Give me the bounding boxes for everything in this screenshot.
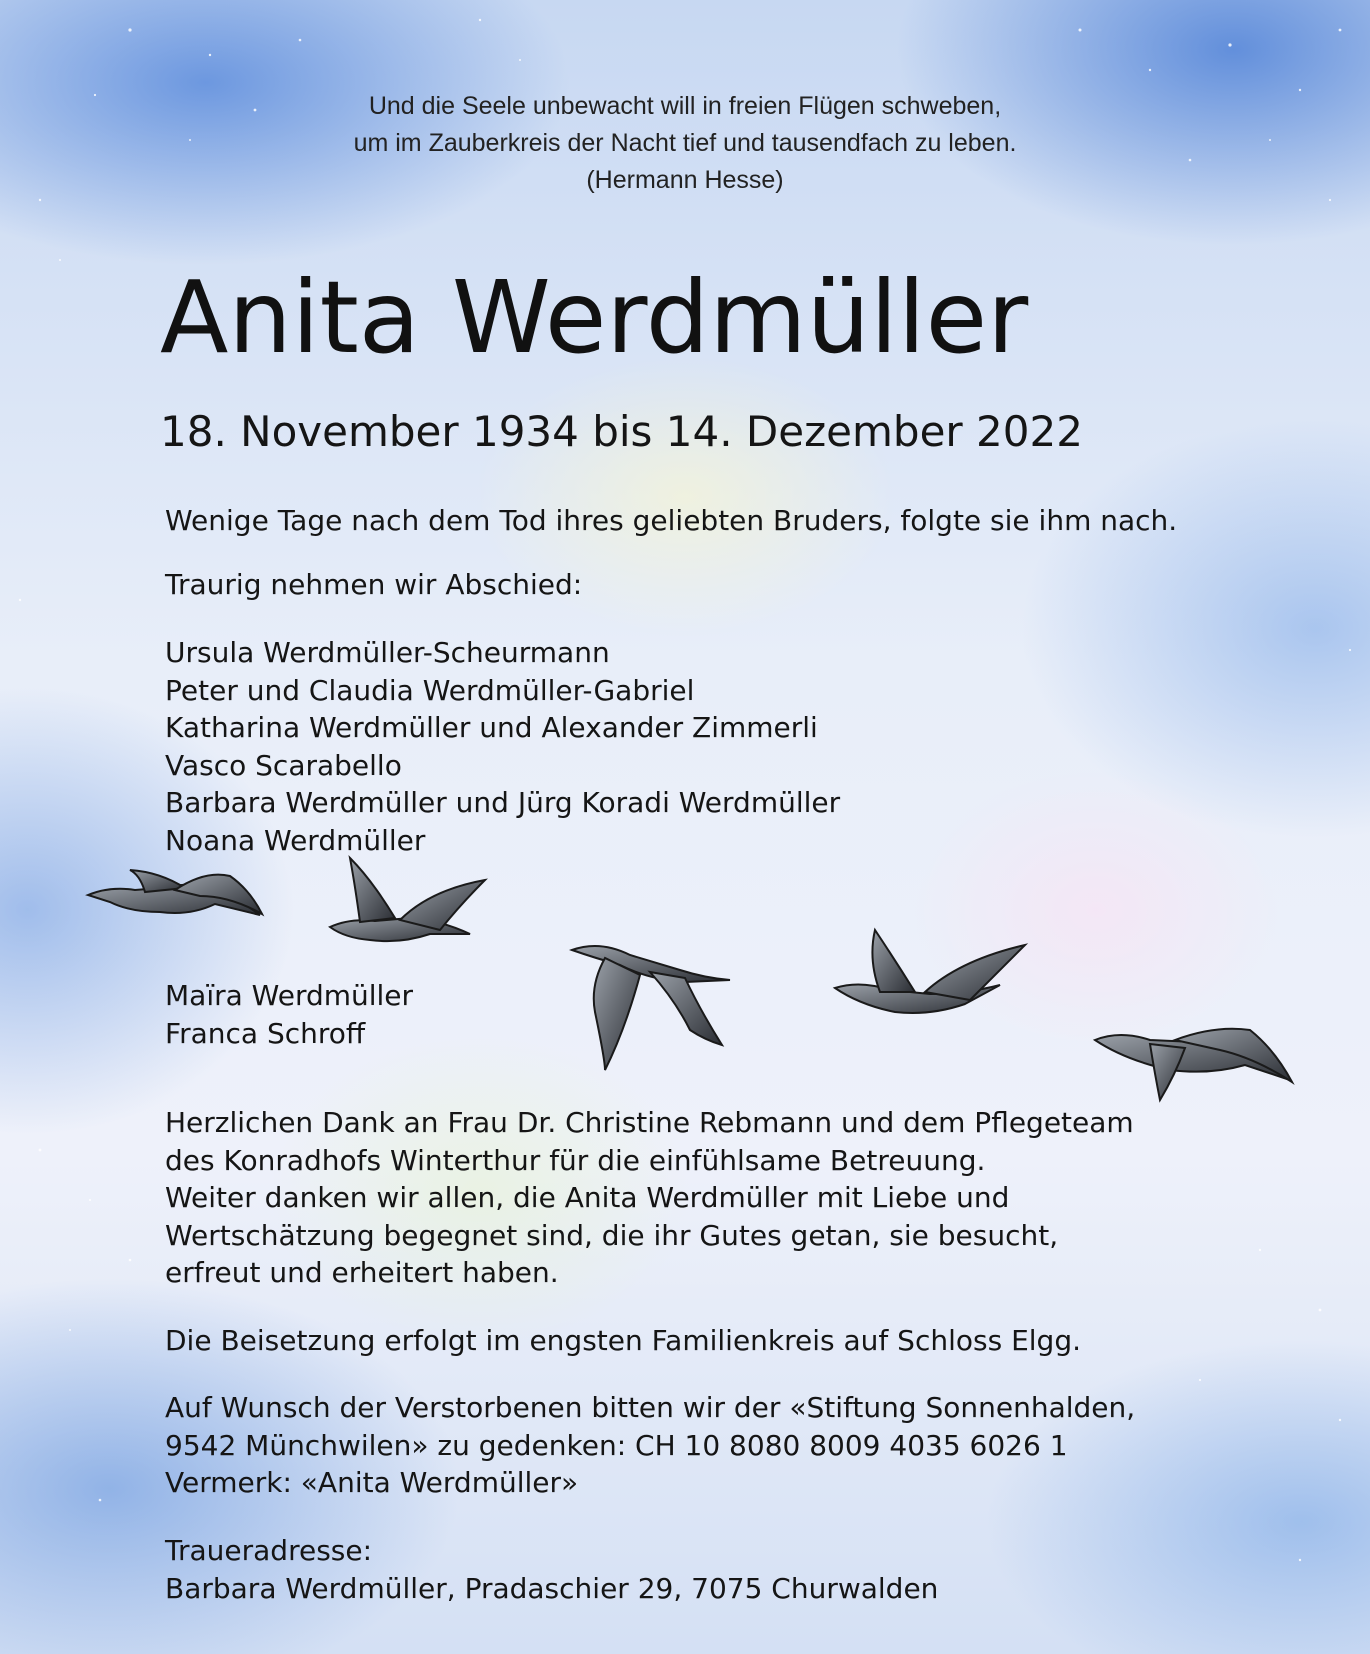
donation-line: Auf Wunsch der Verstorbenen bitten wir der «Stiftung Sonnenhalden, [165, 1391, 1136, 1424]
goose-icon [572, 946, 730, 1070]
quote-author: (Hermann Hesse) [586, 166, 784, 194]
mourner-item: Maïra Werdmüller [165, 979, 414, 1012]
intro-text: Wenige Tage nach dem Tod ihres geliebten Bruders, folgte sie ihm nach. [165, 504, 1178, 537]
donation-line: 9542 Münchwilen» zu gedenken: CH 10 8080 8009 4035 6026 1 [165, 1428, 1068, 1462]
thanks-line: erfreut und erheitert haben. [165, 1256, 559, 1289]
goose-icon [835, 930, 1025, 1013]
mourner-item: Vasco Scarabello [165, 748, 402, 782]
donation-line: Vermerk: «Anita Werdmüller» [165, 1466, 579, 1499]
deceased-name: Anita Werdmüller [160, 259, 1029, 376]
address-label: Traueradresse: [165, 1534, 373, 1567]
quote-block [0, 88, 1370, 199]
mourners-extra-list [165, 977, 413, 1052]
thanks-line: des Konradhofs Winterthur für die einfühlsame Betreuung. [165, 1143, 986, 1177]
mourner-item: Ursula Werdmüller-Scheurmann [165, 636, 610, 669]
address-block [165, 1532, 938, 1607]
goose-icon [88, 870, 262, 915]
burial-text: Die Beisetzung erfolgt im engsten Familienkreis auf Schloss Elgg. [165, 1324, 1082, 1357]
donation-text [165, 1389, 1135, 1502]
thanks-line: Weiter danken wir allen, die Anita Werdmüller mit Liebe und [165, 1181, 1010, 1214]
mourner-item: Barbara Werdmüller und Jürg Koradi Werdmüller [165, 786, 841, 819]
mourning-heading: Traurig nehmen wir Abschied: [165, 568, 583, 601]
mourner-item: Katharina Werdmüller und Alexander Zimmerli [165, 711, 818, 744]
life-dates: 18. November 1934 bis 14. Dezember 2022 [160, 407, 1083, 456]
thanks-text [165, 1104, 1134, 1292]
quote-line: um im Zauberkreis der Nacht tief und tausendfach zu leben. [353, 129, 1017, 157]
quote-line: Und die Seele unbewacht will in freien Flügen schweben, [368, 92, 1002, 120]
goose-icon [330, 858, 485, 941]
mourner-item: Franca Schroff [165, 1016, 366, 1050]
mourners-list [165, 634, 840, 859]
mourner-item: Peter und Claudia Werdmüller-Gabriel [165, 673, 695, 707]
goose-icon [1095, 1029, 1292, 1100]
thanks-line: Herzlichen Dank an Frau Dr. Christine Rebmann und dem Pflegeteam [165, 1106, 1134, 1139]
mourner-item: Noana Werdmüller [165, 823, 426, 857]
address-value: Barbara Werdmüller, Pradaschier 29, 7075 Churwalden [165, 1571, 939, 1605]
thanks-line: Wertschätzung begegnet sind, die ihr Gutes getan, sie besucht, [165, 1218, 1059, 1252]
